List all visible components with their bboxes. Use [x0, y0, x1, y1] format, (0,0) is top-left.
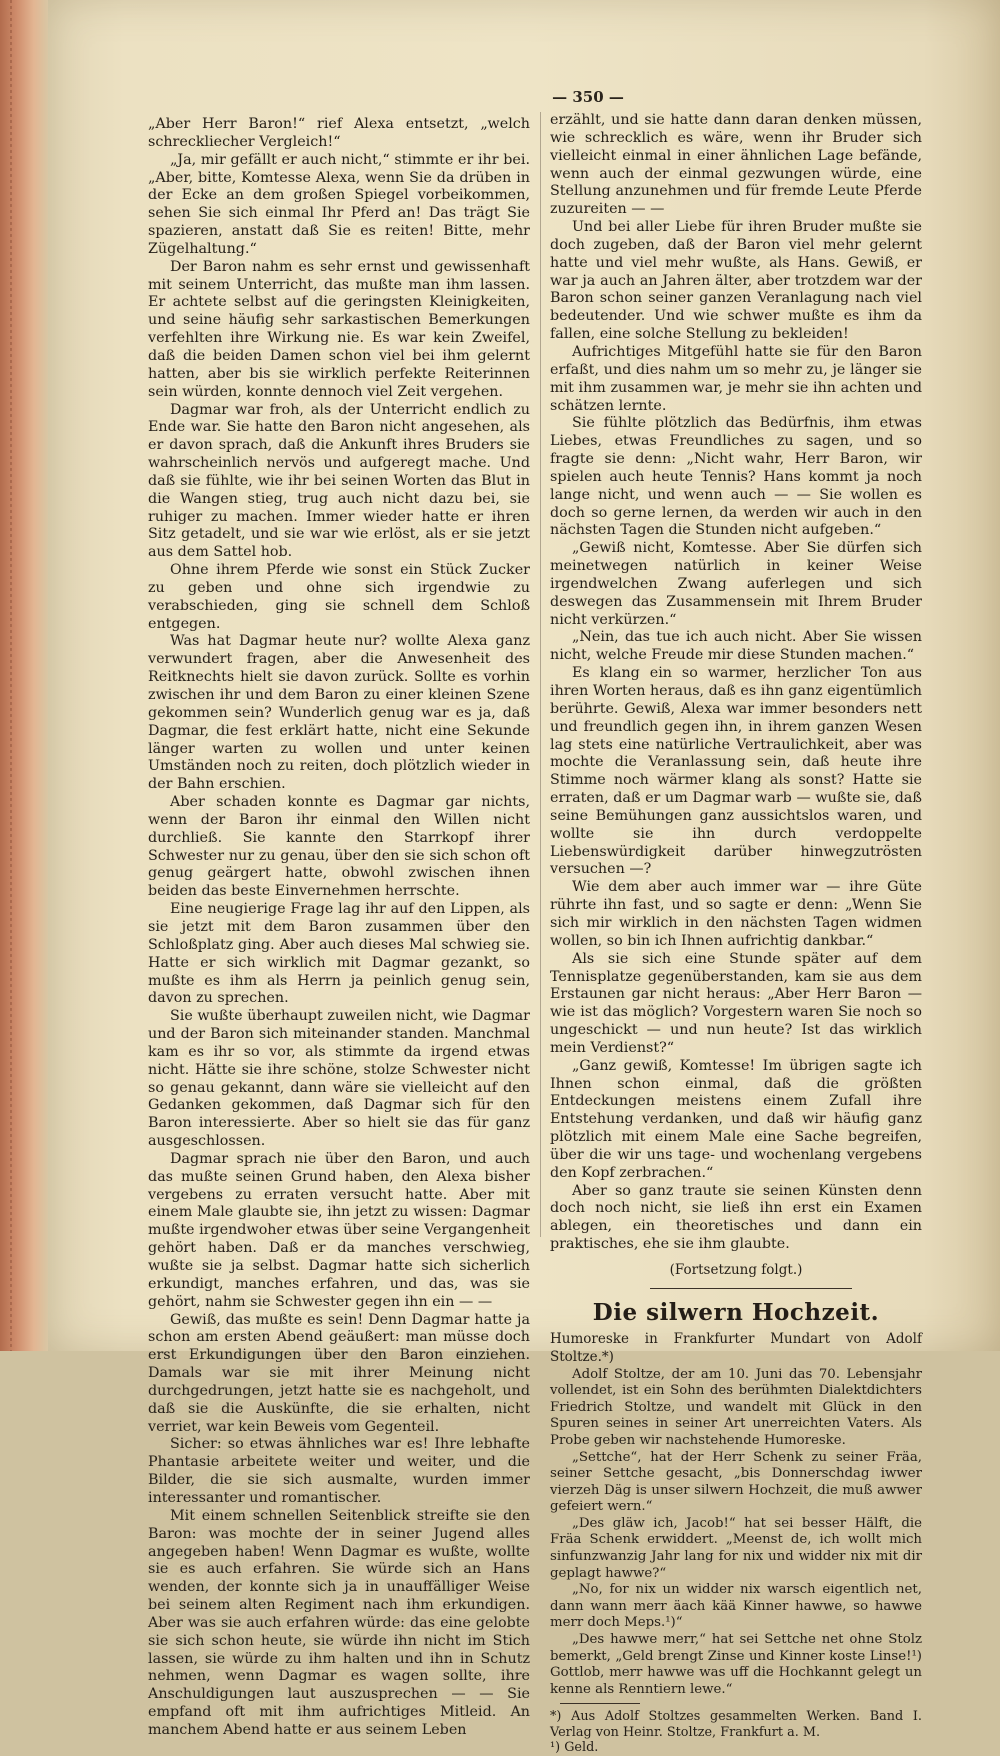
paragraph: Sie wußte überhaupt zuweilen nicht, wie Dagmar und der Baron sich miteinander standen. Manchmal kam es ihr so vor, als stimmte da irgend etwas nicht. Hätte sie ihre schöne, stolze Schwester nicht so genau gekannt, dann wäre sie vielleicht auf den Gedanken gekommen, daß Dagmar sich für den Baron interessierte. Aber so hielt sie das für ganz ausgeschlossen.: [148, 1008, 530, 1150]
footnote: ¹) Geld.: [550, 1740, 599, 1756]
paragraph: Aber schaden konnte es Dagmar gar nichts, wenn der Baron ihr einmal den Willen nicht durchließ. Sie kannte den Starrkopf ihrer Schwester nur zu genau, über den sie sich schon oft genug geärgert hatte, obwohl zwischen ihnen beiden das beste Einvernehmen herrschte.: [148, 794, 530, 900]
paragraph: „No, for nix un widder nix warsch eigentlich net, dann wann merr äach kää Kinner hawwe, so hawwe merr doch Meps.¹)“: [550, 1582, 922, 1631]
paragraph: Es klang ein so warmer, herzlicher Ton aus ihren Worten heraus, daß es ihn ganz eigentümlich berührte. Gewiß, Alexa war immer besonders nett und freundlich gegen ihn, in ihrem ganzen Wesen lag stets eine natürliche Vertraulichkeit, aber was mochte die Veranlassung sein, daß heute ihre Stimme noch wärmer klang als sonst? Hatte sie erraten, daß er um Dagmar warb — wußte sie, daß seine Bemühungen ganz aussichtslos waren, und wollte sie ihn durch verdoppelte Liebenswürdigkeit darüber hinwegzutrösten versuchen —?: [550, 665, 922, 878]
paragraph: erzählt, und sie hatte dann daran denken müssen, wie schrecklich es wäre, wenn ihr Bruder sich vielleicht einmal in einer ähnlichen Lage befände, wenn auch der einmal gezwungen würde, eine Stellung anzunehmen und für fremde Leute Pferde zuzureiten — —: [550, 112, 922, 218]
story-intro: [550, 1367, 922, 1450]
paragraph: Sicher: so etwas ähnliches war es! Ihre lebhafte Phantasie arbeitete weiter und weiter, und die Bilder, die sie sich ausmalte, wurden immer interessanter und romantischer.: [148, 1436, 530, 1506]
story-title: Die silwern Hochzeit.: [592, 1298, 880, 1326]
paragraph: Mit einem schnellen Seitenblick streifte sie den Baron: was mochte der in seiner Jugend alles angegeben haben! Wenn Dagmar es wußte, wollte sie es auch erfahren. Sie würde sich an Hans wenden, der konnte sich ja in unauffälliger Weise bei seinem alten Regiment nach ihm erkundigen. Aber was sie auch erfahren würde: das eine gelobte sie sich schon heute, sie würde ihn nicht im Stich lassen, sie würde zu ihm halten und ihn in Schutz nehmen, wenn Dagmar es wagen sollte, ihre Anschuldigungen laut auszusprechen — — Sie empfand oft mit ihm aufrichtiges Mitleid. An manchem Abend hatte er aus seinem Leben: [148, 1507, 530, 1738]
column-divider: [540, 112, 541, 1237]
paragraph: Dagmar war froh, als der Unterricht endlich zu Ende war. Sie hatte den Baron nicht angesehen, als er davon sprach, daß die Ankunft ihres Bruders sie wahrscheinlich nervös und aufgeregt mache. Und daß sie fühlte, wie ihr bei seinen Worten das Blut in die Wangen stieg, trug auch nicht dazu bei, sie ruhiger zu machen. Immer wieder hatte er ihren Sitz getadelt, und sie war wie erlöst, als er sie jetzt aus dem Sattel hob.: [148, 401, 530, 561]
paragraph: „Des hawwe merr,“ hat sei Settche net ohne Stolz bemerkt, „Geld brengt Zinse und Kinner koste Linse!¹) Gottlob, merr hawwe was uff die Hochkannt gelegt un kenne als Renntiern lewe.“: [550, 1632, 922, 1697]
paragraph: Der Baron nahm es sehr ernst und gewissenhaft mit seinem Unterricht, das mußte man ihm lassen. Er achtete selbst auf die geringsten Kleinigkeiten, und seine häufig sehr sarkastischen Bemerkungen verfehlten ihre Wirkung nie. Es war kein Zweifel, daß die beiden Damen schon viel bei ihm gelernt hatten, aber bis sie wirklich perfekte Reiterinnen sein würden, konnte dennoch viel Zeit vergehen.: [148, 258, 530, 400]
paragraph: Als sie sich eine Stunde später auf dem Tennisplatze gegenüberstanden, kam sie aus dem Erstaunen gar nicht heraus: „Aber Herr Baron — wie ist das möglich? Vorgestern waren Sie noch so ungeschickt — und nun heute? Ist das wirklich mein Verdienst?“: [550, 950, 922, 1056]
title-divider: [650, 1288, 852, 1289]
footnote-divider: [560, 1703, 640, 1704]
paragraph: „Nein, das tue ich auch nicht. Aber Sie wissen nicht, welche Freude mir diese Stunden machen.“: [550, 629, 922, 664]
paragraph: Sie fühlte plötzlich das Bedürfnis, ihm etwas Liebes, etwas Freundliches zu sagen, und so fragte sie denn: „Nicht wahr, Herr Baron, wir spielen auch heute Tennis? Hans kommt ja noch lange nicht, und wenn auch — — Sie wollen es doch so gerne lernen, da werden wir auch in den nächsten Tagen die Stunden nicht aufgeben.“: [550, 415, 922, 539]
paragraph: „Ganz gewiß, Komtesse! Im übrigen sagte ich Ihnen schon einmal, daß die größten Entdeckungen meistens einem Zufall ihre Entstehung verdanken, und daß wir häufig ganz plötzlich mit einem Male eine Sache begreifen, über die wir uns tage- und wochenlang vergebens den Kopf zerbrachen.“: [550, 1057, 922, 1181]
paragraph: „Des gläw ich, Jacob!“ hat sei besser Hälft, die Fräa Schenk erwiddert. „Meenst de, ich wollt mich sinfunzwanzig Jahr lang for nix und widder nix mit dir geplagt hawwe?“: [550, 1515, 922, 1581]
right-column: [550, 112, 922, 1756]
paragraph: Wie dem aber auch immer war — ihre Güte rührte ihn fast, und so sagte er denn: „Wenn Sie sich mir wirklich in den nächsten Tagen widmen wollen, so bin ich Ihnen aufrichtig dankbar.“: [550, 879, 922, 949]
story-text: [550, 1450, 922, 1699]
paragraph: Dagmar sprach nie über den Baron, und auch das mußte seinen Grund haben, den Alexa bisher vergebens zu erraten versucht hatte. Aber mit einem Male glaubte sie, ihn jetzt zu wissen: Dagmar mußte irgendwoher etwas über seine Vergangenheit gehört haben. Daß er da manches verschwieg, wußte sie ja selbst. Dagmar hatte sich sicherlich erkundigt, manches erfahren, und das, was sie gehört, nahm sie Schwester gegen ihn ein — —: [148, 1150, 530, 1310]
paragraph: „Gewiß nicht, Komtesse. Aber Sie dürfen sich meinetwegen natürlich in keiner Weise irgendwelchen Zwang auferlegen und sich deswegen das Zusammensein mit Ihrem Bruder nicht verkürzen.“: [550, 540, 922, 628]
paragraph: Gewiß, das mußte es sein! Denn Dagmar hatte ja schon am ersten Abend geäußert: man müsse doch erst Erkundigungen über den Baron einziehen. Damals war sie mit ihrer Meinung nicht durchgedrungen, jetzt hatte sie es nachgeholt, und daß sie die Auskünfte, die sie erhalten, nicht verriet, war kein Beweis vom Gegenteil.: [148, 1311, 530, 1435]
left-column: [148, 116, 530, 1740]
continued-notice: (Fortsetzung folgt.): [669, 1262, 803, 1278]
book-page-edges: [0, 0, 48, 1351]
story-subtitle: Humoreske in Frankfurter Mundart von Adolf Stoltze.*): [550, 1330, 922, 1365]
footnote: *) Aus Adolf Stoltzes gesammelten Werken. Band I. Verlag von Heinr. Stoltze, Frankfurt a. M.: [550, 1709, 922, 1740]
paragraph: Aber so ganz traute sie seinen Künsten denn doch noch nicht, sie ließ ihn erst ein Examen ablegen, ein theoretisches und dann ein praktisches, ehe sie ihm glaubte.: [550, 1182, 922, 1253]
paragraph: „Ja, mir gefällt er auch nicht,“ stimmte er ihr bei. „Aber, bitte, Komtesse Alexa, wenn Sie da drüben in der Ecke an dem großen Spiegel vorbeikommen, sehen Sie sich einmal Ihr Pferd an! Das trägt Sie spazieren, anstatt daß Sie es reiten! Bitte, mehr Zügelhaltung.“: [148, 151, 530, 257]
paragraph: „Settche“, hat der Herr Schenk zu seiner Fräa, seiner Settche gesacht, „bis Donnerschdag iwwer vierzeh Däg is unser silwern Hochzeit, die muß awwer gefeiert wern.“: [550, 1449, 922, 1515]
paragraph: Was hat Dagmar heute nur? wollte Alexa ganz verwundert fragen, aber die Anwesenheit des Reitknechts hielt sie davon zurück. Sollte es vorhin zwischen ihr und dem Baron zu einer kleinen Szene gekommen sein? Wunderlich genug war es ja, daß Dagmar, die fest erklärt hatte, nicht eine Sekunde länger warten zu wollen und unter keinen Umständen noch zu reiten, doch plötzlich wieder in der Bahn erschien.: [148, 633, 530, 793]
paragraph: Adolf Stoltze, der am 10. Juni das 70. Lebensjahr vollendet, ist ein Sohn des berühmten Dialektdichters Friedrich Stoltze, und wandelt mit Glück in den Spuren seines in seiner Art unerreichten Vaters. Als Probe geben wir nachstehende Humoreske.: [550, 1366, 922, 1448]
paragraph: Ohne ihrem Pferde wie sonst ein Stück Zucker zu geben und ohne sich irgendwie zu verabschieden, ging sie schnell dem Schloß entgegen.: [148, 562, 530, 632]
paragraph: Und bei aller Liebe für ihren Bruder mußte sie doch zugeben, daß der Baron viel mehr gelernt hatte und viel mehr wußte, als Hans. Gewiß, er war ja auch an Jahren älter, aber trotzdem war der Baron schon seiner ganzen Veranlagung nach viel bedeutender. Und wie schwer mußte es ihm da fallen, eine solche Stellung zu bekleiden!: [550, 219, 922, 343]
paragraph: „Aber Herr Baron!“ rief Alexa entsetzt, „welch schreckliecher Vergleich!“: [148, 116, 530, 150]
page-number: — 350 —: [552, 88, 624, 106]
paragraph: Aufrichtiges Mitgefühl hatte sie für den Baron erfaßt, und dies nahm um so mehr zu, je länger sie mit ihm zusammen war, je mehr sie ihn achten und schätzen lernte.: [550, 343, 922, 414]
paragraph: Eine neugierige Frage lag ihr auf den Lippen, als sie jetzt mit dem Baron zusammen über den Schloßplatz ging. Aber auch dieses Mal schwieg sie. Hatte er sich wirklich mit Dagmar gezankt, so mußte es ihm als Herrn ja peinlich genug sein, davon zu sprechen.: [148, 901, 530, 1007]
